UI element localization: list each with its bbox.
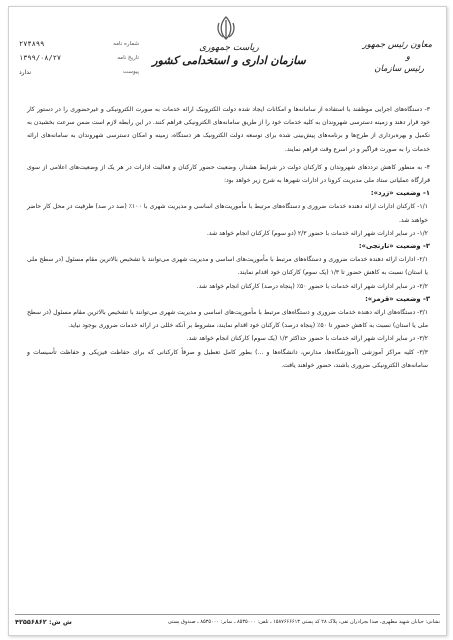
letter-attachment-row <box>19 65 139 79</box>
organization-name <box>139 43 319 67</box>
orange-clause-1: ۲/۱- ادارات ارائه دهنده خدمات ضروری و دستگاه‌های مرتبط با مأموریت‌های اساسی و مدیریت شهری می‌توانند با تشخیص بالاترین مقام مسئول (در سطح ملی یا استان) نسبت به کاهش حضور تا ۱/۳ (یک سوم) کارکنان خود اقدام نمایند. <box>27 256 428 277</box>
signatory-line-3: رئیس سازمان <box>374 64 424 74</box>
red-clause-2: ۳/۲- در سایر ادارات شهر ارائه خدمات با حضور حداکثر ۱/۳ (یک سوم) کارکنان انجام خواهد شد. <box>186 335 428 343</box>
letter-meta <box>19 37 139 79</box>
emblem-icon <box>214 15 238 41</box>
paragraph-item-4: ۴- به منظور کاهش ترددهای شهروندان و کارکنان دولت در شرایط هشدار، وضعیت حضور کارکنان و فعالیت ادارات در هر یک از وضعیت‌های اعلامی از سوی قرارگاه عملیاتی ستاد ملی مدیریت کرونا در ادارات شهرها به شرح زیر خواهد بود: <box>27 163 430 185</box>
paragraph-item-3: ۳- دستگاه‌های اجرایی موظفند با استفاده از سامانه‌ها و امکانات ایجاد شده دولت الکترونیک ارائه خدمات به صورت الکترونیکی و غیرحضوری را در دستور کار خود قرار دهند و زمینه دسترسی شهروندان به کلیه خدمات خود را از طریق سامانه‌های الکترونیکی فراهم کنند. در این رابطه لازم است ضمن سرعت بخشیدن به تکمیل و بهره‌برداری از طرح‌ها و برنامه‌های پیش‌بینی شده برای توسعه دولت الکترونیک هر دستگاه، زمینه و امکان دسترسی شهروندان به سامانه‌های ارائه خدمات را به صورت فراگیر و در اسرع وقت فراهم نمایند. <box>27 106 430 153</box>
letterhead <box>9 7 446 99</box>
letter-attachment-label: پیوست <box>122 69 139 75</box>
orange-clause-2: ۲/۲- در سایر ادارات شهر ارائه خدمات با حضور ۵۰٪ (پنجاه درصد) کارکنان انجام خواهد شد. <box>196 282 428 290</box>
red-clause-1: ۳/۱- دستگاه‌های ارائه دهنده خدمات ضروری و دستگاه‌های مرتبط با مأموریت‌های اساسی و مدیریت شهری می‌توانند با تشخیص بالاترین مقام مسئول (در سطح ملی یا استان) نسبت به کاهش حضور تا ۵۰٪ (پنجاه درصد) کارکنان خود اقدام نمایند، مشروط بر آنکه خللی در ارائه خدمات ضروری بوجود نیاید. <box>27 309 428 330</box>
signatory-line-1: معاون رئیس جمهور <box>362 40 432 50</box>
letter-number-row <box>19 37 139 51</box>
letter-footer <box>15 614 440 629</box>
org-title: سازمان اداری و استخدامی کشور <box>152 54 306 67</box>
signatory-line-2: و <box>405 52 410 62</box>
signatory-title <box>342 39 432 75</box>
letter-body <box>27 103 430 372</box>
red-clause-3: ۳/۳- کلیه مراکز آموزشی (آموزشگاه‌ها، مدارس، دانشگاه‌ها و ...) بطور کامل تعطیل و صرفاً کارکنانی که برای حفاظت فیزیکی و حفاظت تأسیسات و سامانه‌های الکترونیکی ضروری باشند، حضور خواهند یافت. <box>27 348 428 369</box>
letter-date-label: تاریخ نامه <box>117 55 139 61</box>
letter-number-label: شماره نامه <box>113 41 139 47</box>
letter-number-value: ۲۷۴۸۹۹ <box>19 40 45 48</box>
heading-yellow-status: ۱- وضعیت «زرد»: <box>370 189 430 198</box>
letter-date-row <box>19 51 139 65</box>
yellow-clause-1: ۱/۱- کارکنان ادارات ارائه دهنده خدمات ضروری و دستگاه‌های مرتبط با مأموریت‌های اساسی و مدیریت شهری با ۱۰۰٪ (صد در صد) ظرفیت در محل کار حاضر خواهند شد. <box>27 203 428 224</box>
letter-attachment-value: ندارد <box>19 68 32 76</box>
letter-date-value: ۱۳۹۹/۰۸/۲۷ <box>19 54 62 62</box>
yellow-clause-2: ۱/۲- در سایر ادارات شهر ارائه خدمات با حضور ۲/۳ (دو سوم) کارکنان انجام خواهد شد. <box>206 229 428 237</box>
heading-red-status: ۳- وضعیت «قرمز»: <box>365 294 430 303</box>
heading-orange-status: ۲- وضعیت «نارنجی»: <box>358 242 430 251</box>
footer-code: ش ش: ۴۲۵۵۶۸۶۲ <box>15 618 72 626</box>
footer-address: نشانی: خیابان شهید مطهری، صدا بجرادران تقی، پلاک ۲۸ کد پستی ۱۵۸۷۶۶۶۶۱۳ ـ تلفن: ۸۵۳۵۰۰۰ ـ نمابر: ۸۵۳۵۰۰۰ ـ صندوق پستی <box>167 619 440 625</box>
org-presidency: ریاست جمهوری <box>199 43 259 53</box>
letter-page <box>8 6 447 636</box>
